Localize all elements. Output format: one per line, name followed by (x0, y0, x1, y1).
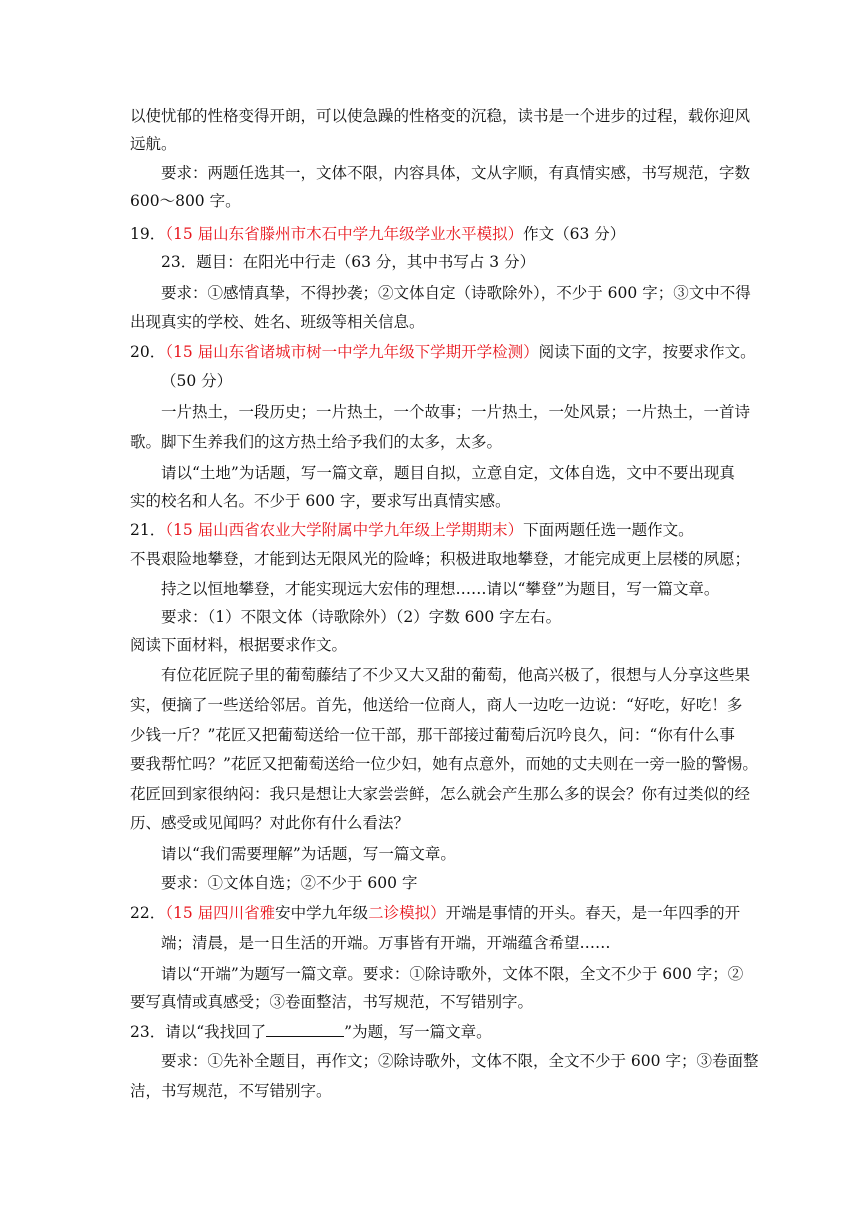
text-line: 持之以恒地攀登，才能实现远大宏伟的理想……请以“攀登”为题目，写一篇文章。 (161, 580, 720, 598)
essay-title: 23．题目：在阳光中行走（63 分，其中书写占 3 分） (161, 253, 536, 271)
question-19 (130, 223, 730, 245)
text-line: 600～800 字。 (130, 192, 241, 210)
material-text: 歌。脚下生养我们的这方热土给予我们的太多，太多。 (130, 433, 503, 451)
question-22 (130, 902, 741, 924)
source-tag: （15 届山东省滕州市木石中学九年级学业水平模拟） (165, 225, 524, 243)
question-number: 21． (130, 521, 166, 539)
source-tag: （15 届山西省农业大学附属中学九年级上学期期末） (165, 521, 524, 539)
material-text: 实，便摘了一些送给邻居。首先，他送给一位商人，商人一边吃一边说：“好吃，好吃！多 (130, 696, 743, 714)
question-number: 20． (130, 343, 166, 361)
question-number: 19． (130, 225, 166, 243)
question-prompt: 23．请以“我找回了 (130, 1023, 267, 1041)
question-21 (130, 519, 730, 541)
requirement-text: 要求：两题任选其一，文体不限，内容具体，文从字顺，有真情实感，书写规范，字数 (161, 164, 751, 182)
score-note: （50 分） (161, 372, 233, 390)
material-text: 要我帮忙吗？”花匠又把葡萄送给一位少妇，她有点意外，而她的丈夫则在一旁一脸的警惕。 (130, 755, 758, 773)
requirement-text: 要求：①感情真挚，不得抄袭；②文体自定（诗歌除外），不少于 600 字；③文中不得 (161, 284, 751, 302)
material-text: 花匠回到家很纳闷：我只是想让大家尝尝鲜，怎么就会产生那么多的误会？你有过类似的经 (130, 785, 751, 803)
text-line: 要写真情或真感受；③卷面整洁，书写规范，不写错别字。 (130, 993, 534, 1011)
text-line: 阅读下面材料，根据要求作文。 (130, 636, 348, 654)
source-tag: （15 届山东省诸城市树一中学九年级下学期开学检测） (165, 343, 539, 361)
text-line: 不畏艰险地攀登，才能到达无限风光的险峰；积极进取地攀登，才能完成更上层楼的夙愿； (130, 550, 751, 568)
text-line: 出现真实的学校、姓名、班级等相关信息。 (130, 313, 425, 331)
text-line: 端；清晨，是一日生活的开端。万事皆有开端，开端蕴含希望…… (161, 934, 611, 952)
requirement-text: 要求：（1）不限文体（诗歌除外）（2）字数 600 字左右。 (161, 608, 562, 626)
question-20 (130, 341, 756, 363)
fill-in-blank (266, 1022, 344, 1037)
source-tag-part: 安中学九年级 (275, 904, 369, 922)
requirement-text: 请以“土地”为话题，写一篇文章，题目自拟，立意自定，文体自选，文中不要出现真 (161, 464, 735, 482)
text-line: 远航。 (130, 135, 177, 153)
question-prompt: 阅读下面的文字，按要求作文。 (538, 343, 756, 361)
question-number: 22． (130, 904, 166, 922)
text-line: 实的校名和人名。不少于 600 字，要求写出真情实感。 (130, 492, 511, 510)
text-line: 洁，书写规范，不写错别字。 (130, 1082, 332, 1100)
question-prompt: 开端是事情的开头。春天，是一年四季的开 (445, 904, 741, 922)
material-text: 一片热土，一段历史；一片热土，一个故事；一片热土，一处风景；一片热土，一首诗 (161, 403, 751, 421)
question-prompt-tail: ”为题，写一篇文章。 (344, 1023, 492, 1041)
material-text: 历、感受或见闻吗？对此你有什么看法？ (130, 814, 410, 832)
material-text: 少钱一斤？”花匠又把葡萄送给一位干部，那干部接过葡萄后沉吟良久，问：“你有什么事 (130, 726, 735, 744)
requirement-text: 要求：①先补全题目，再作文；②除诗歌外，文体不限，全文不少于 600 字；③卷面整 (161, 1052, 759, 1070)
question-prompt: 下面两题任选一题作文。 (523, 521, 694, 539)
requirement-text: 要求：①文体自选；②不少于 600 字 (161, 874, 418, 892)
text-line: 请以“我们需要理解”为话题，写一篇文章。 (161, 845, 456, 863)
source-tag: （15 届四川省雅 (165, 904, 276, 922)
question-prompt: 作文（63 分） (523, 225, 626, 243)
material-text: 有位花匠院子里的葡萄藤结了不少又大又甜的葡萄，他高兴极了，很想与人分享这些果 (161, 666, 751, 684)
question-23 (130, 1021, 730, 1043)
requirement-text: 请以“开端”为题写一篇文章。要求：①除诗歌外，文体不限，全文不少于 600 字；② (161, 965, 744, 983)
source-tag: 二诊模拟） (368, 904, 446, 922)
text-line: 以使忧郁的性格变得开朗，可以使急躁的性格变的沉稳，读书是一个进步的过程，载你迎风 (130, 107, 751, 125)
